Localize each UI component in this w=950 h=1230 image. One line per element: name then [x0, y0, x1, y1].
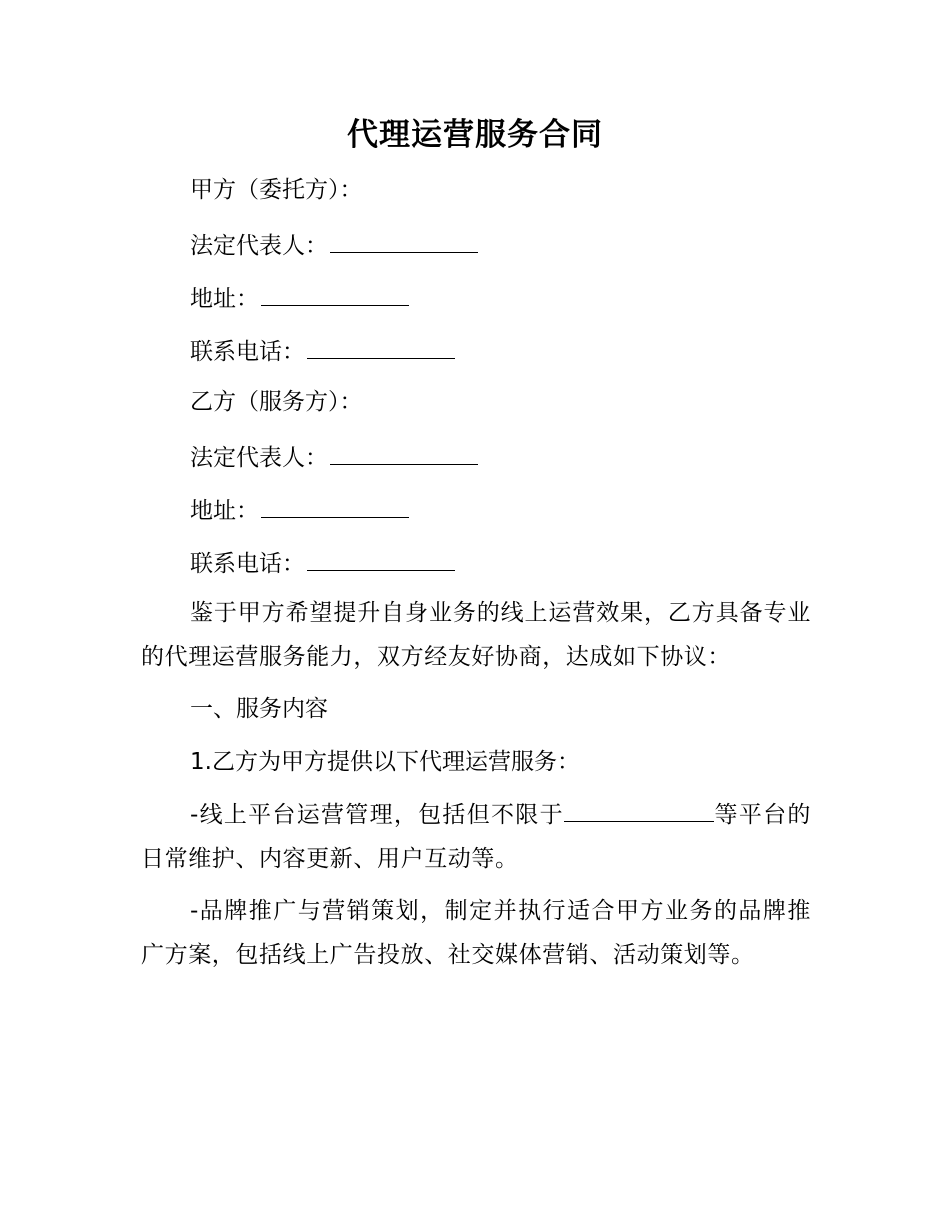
section-1-heading: 一、服务内容: [190, 696, 328, 722]
party-b-phone-blank: [307, 544, 455, 571]
party-a-address-label: 地址：: [190, 286, 259, 312]
party-a-phone-label: 联系电话：: [190, 339, 305, 365]
party-b-phone-label: 联系电话：: [190, 551, 305, 577]
party-b-heading: 乙方（服务方）：: [190, 389, 363, 415]
party-b-address-line: [190, 491, 409, 528]
section-1-item-1: 1.乙方为甲方提供以下代理运营服务：: [190, 749, 580, 775]
party-a-legal-rep-line: [190, 226, 478, 263]
party-b-address-blank: [261, 491, 409, 518]
party-a-phone-line: [190, 332, 455, 369]
party-a-address-blank: [261, 279, 409, 306]
party-a-address-line: [190, 279, 409, 316]
party-a-legal-rep-blank: [330, 226, 478, 253]
party-a-legal-rep-label: 法定代表人：: [190, 233, 328, 259]
bullet-1-text-before: -线上平台运营管理，包括但不限于: [190, 802, 564, 828]
bullet-1-text-after: 等平台的日常维护、内容更新、用户互动等。: [141, 802, 811, 872]
preamble-paragraph: 鉴于甲方希望提升自身业务的线上运营效果，乙方具备专业的代理运营服务能力，双方经友好协商，达成如下协议：: [141, 600, 811, 670]
section-1-bullet-1: [141, 793, 811, 881]
party-a-phone-blank: [307, 332, 455, 359]
party-b-legal-rep-label: 法定代表人：: [190, 445, 328, 471]
party-b-legal-rep-blank: [330, 438, 478, 465]
document-title: 代理运营服务合同: [347, 117, 603, 153]
platform-blank: [564, 795, 714, 822]
party-a-heading: 甲方（委托方）：: [190, 177, 363, 203]
section-1-bullet-2: -品牌推广与营销策划，制定并执行适合甲方业务的品牌推广方案，包括线上广告投放、社交媒体营销、活动策划等。: [141, 898, 811, 968]
party-b-phone-line: [190, 544, 455, 581]
party-b-address-label: 地址：: [190, 498, 259, 524]
party-b-legal-rep-line: [190, 438, 478, 475]
